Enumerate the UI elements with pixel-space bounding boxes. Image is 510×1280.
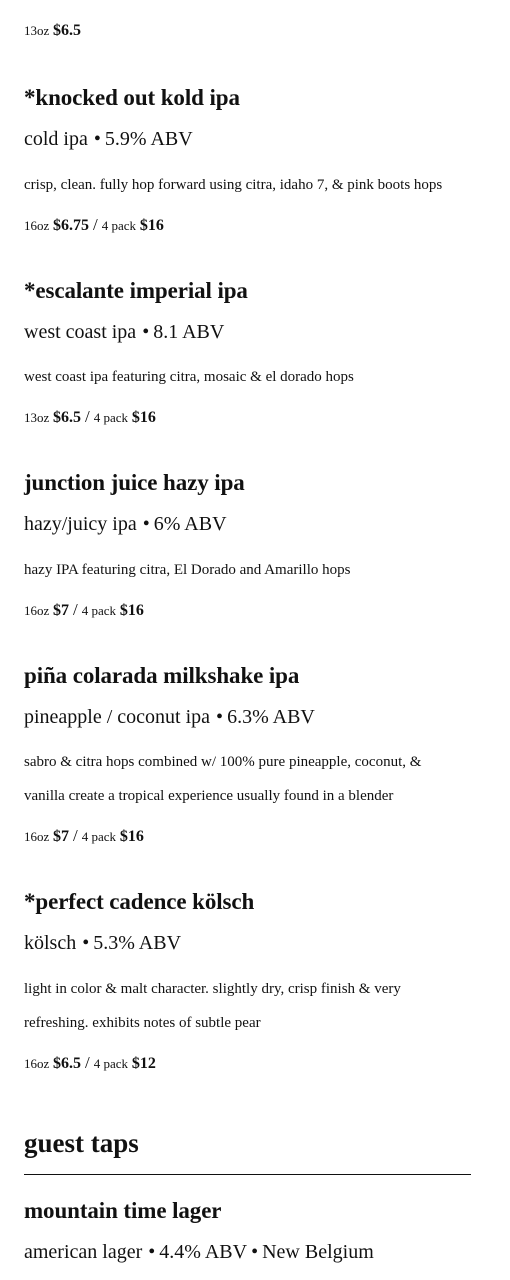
beer-abv: 5.9% ABV [104,128,193,150]
beer-name: junction juice hazy ipa [24,470,245,495]
beer-name: piña colarada milkshake ipa [24,663,300,688]
guest-beer-style-line: american lager • 4.4% ABV • New Belgium [24,1241,374,1263]
beer-description: light in color & malt character. slightly dry, crisp finish & very refreshing. exhibits notes of subtle pear [24,981,401,1031]
beer-style: cold ipa [24,128,88,150]
beer-brewer: New Belgium [262,1241,374,1263]
beer-style: kölsch [24,932,77,954]
beer-description: west coast ipa featuring citra, mosaic & el dorado hops [24,369,354,385]
beer-style-line: hazy/juicy ipa • 6% ABV [24,513,227,535]
beer-name: *escalante imperial ipa [24,278,248,303]
beer-abv: 8.1 ABV [153,321,225,343]
beer-abv: 5.3% ABV [93,932,182,954]
beer-name: *perfect cadence kölsch [24,889,255,914]
size-price-line: 16oz $7 / 4 pack $16 [24,826,144,845]
size-price-line: 16oz $6.75 / 4 pack $16 [24,215,164,234]
beer-name: *knocked out kold ipa [24,85,240,110]
section-divider [24,1174,471,1175]
guest-beer-name: mountain time lager [24,1198,222,1223]
size-price-line: 16oz $7 / 4 pack $16 [24,600,144,619]
beer-abv: 6% ABV [153,513,227,535]
beer-style-line: west coast ipa • 8.1 ABV [24,321,225,343]
section-title-guest-taps: guest taps [24,1128,139,1158]
beer-style-line: cold ipa • 5.9% ABV [24,128,193,150]
beer-style: american lager [24,1241,143,1263]
beer-style: hazy/juicy ipa [24,513,137,535]
beer-abv: 4.4% ABV [159,1241,248,1263]
beer-style: pineapple / coconut ipa [24,706,211,728]
beer-style-line: kölsch • 5.3% ABV [24,932,182,954]
beer-abv: 6.3% ABV [227,706,315,728]
beer-style-line: pineapple / coconut ipa • 6.3% ABV [24,706,315,728]
size-price-line: 13oz $6.5 / 4 pack $16 [24,407,156,426]
size-price-line: 13oz $6.5 [24,22,82,39]
beer-description: hazy IPA featuring citra, El Dorado and Amarillo hops [24,562,351,578]
beer-description: crisp, clean. fully hop forward using citra, idaho 7, & pink boots hops [24,177,443,193]
beer-style: west coast ipa [24,321,137,343]
beer-description: sabro & citra hops combined w/ 100% pure pineapple, coconut, & vanilla create a tropical experience usually found in a blender [24,754,422,804]
size-price-line: 16oz $6.5 / 4 pack $12 [24,1053,156,1072]
